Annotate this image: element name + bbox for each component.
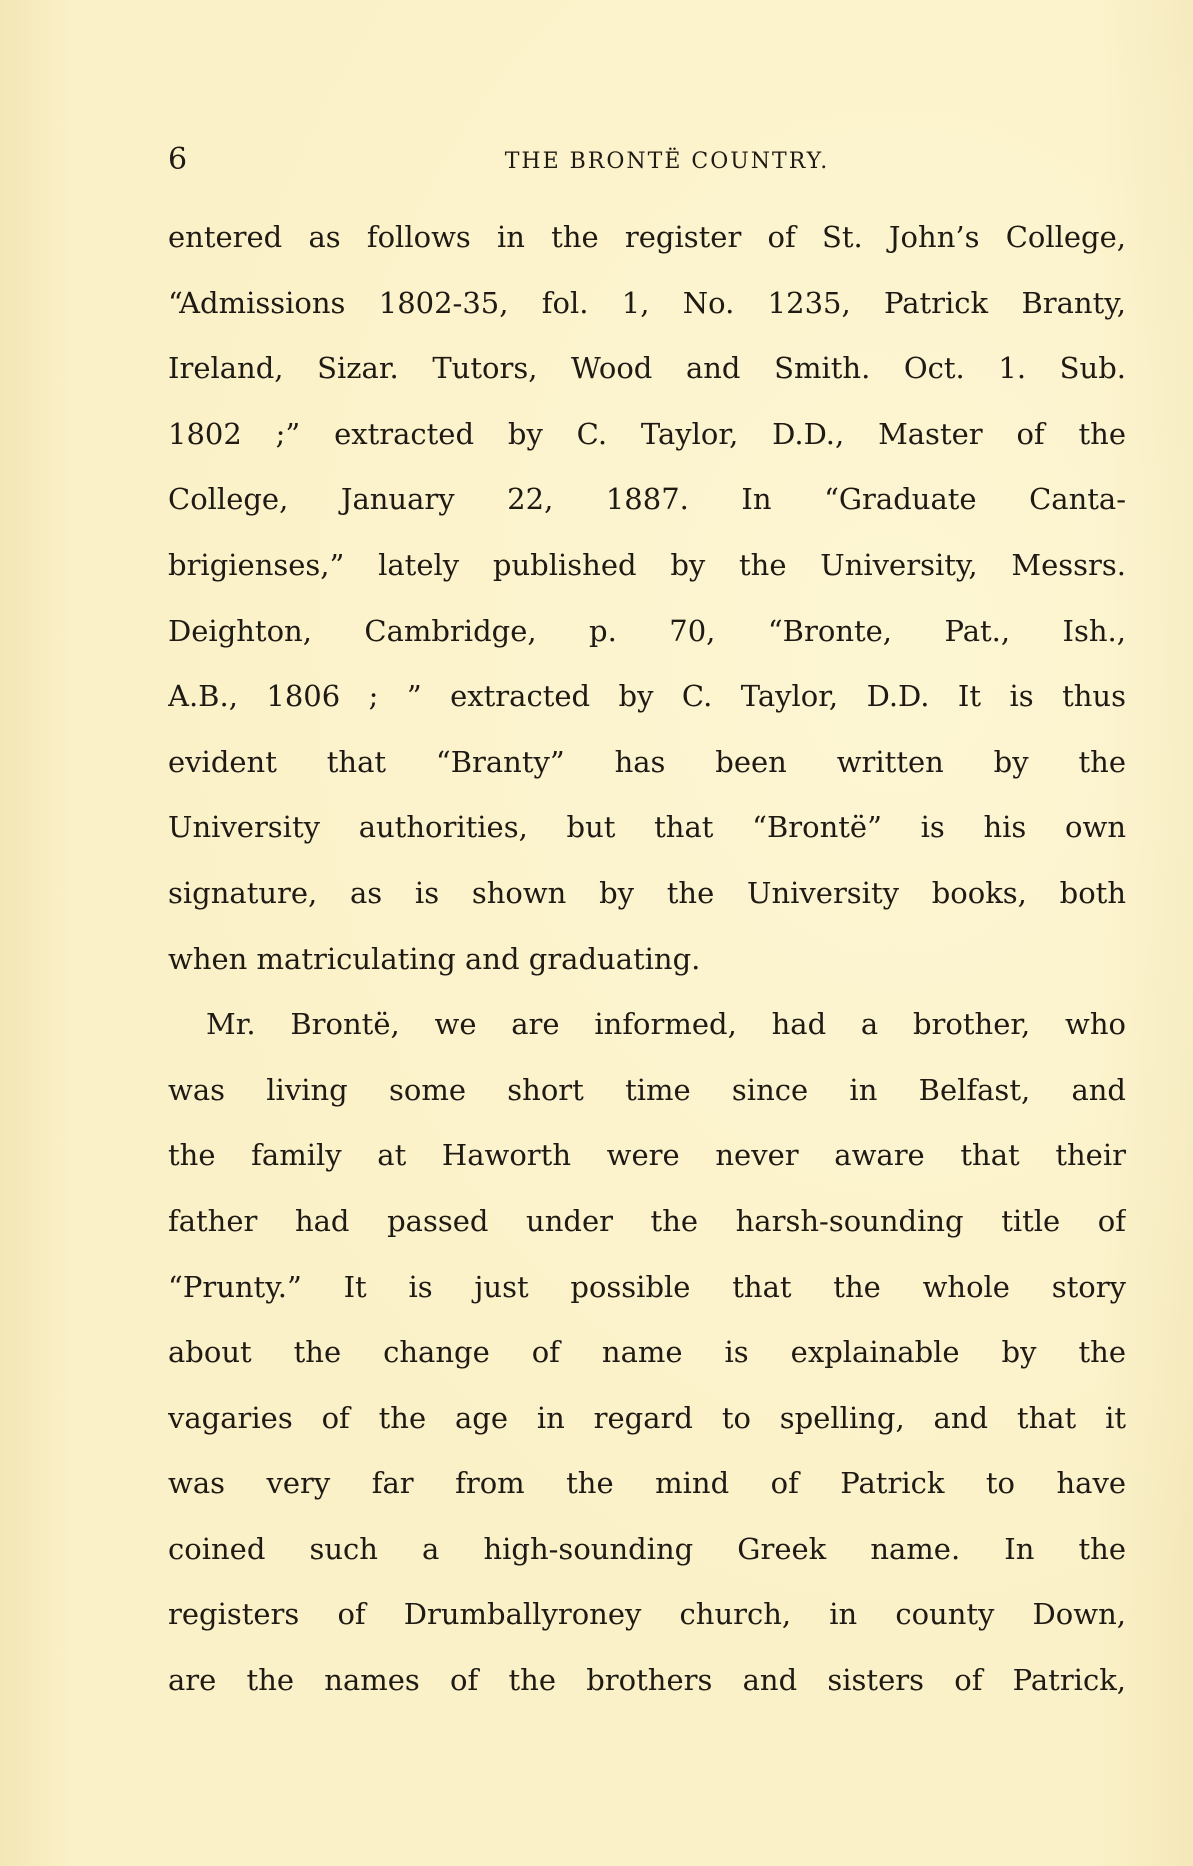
text-line: “Prunty.” It is just possible that the whole story [168,1269,1126,1304]
paragraph-end-line: when matriculating and graduating. [168,941,701,976]
text-line: coined such a high-sounding Greek name. In the [168,1531,1126,1566]
text-line: vagaries of the age in regard to spelling, and that it [168,1400,1126,1435]
text-line: the family at Haworth were never aware that their [168,1138,1126,1173]
text-line: “Admissions 1802-35, fol. 1, No. 1235, Patrick Branty, [168,285,1126,320]
text-line: are the names of the brothers and sisters of Patrick, [168,1663,1126,1698]
text-line: was very far from the mind of Patrick to have [168,1466,1126,1501]
text-line: A.B., 1806 ; ” extracted by C. Taylor, D.D. It is thus [168,679,1126,714]
text-line: signature, as is shown by the University books, both [168,875,1126,910]
text-line: 1802 ;” extracted by C. Taylor, D.D., Master of the [168,416,1126,451]
page-number: 6 [168,142,188,177]
text-line: Deighton, Cambridge, p. 70, “Bronte, Pat., Ish., [168,613,1126,648]
text-line: was living some short time since in Belfast, and [168,1072,1126,1107]
text-line: registers of Drumballyroney church, in county Down, [168,1597,1126,1632]
text-line: entered as follows in the register of St. John’s College, [168,220,1126,254]
running-title: THE BRONTË COUNTRY. [504,149,830,174]
text-line: evident that “Branty” has been written by the [168,744,1126,779]
text-line: about the change of name is explainable by the [168,1335,1126,1370]
body-text [168,205,1126,1765]
text-line: College, January 22, 1887. In “Graduate Canta- [168,482,1126,517]
text-line: Ireland, Sizar. Tutors, Wood and Smith. Oct. 1. Sub. [168,351,1126,386]
text-line: University authorities, but that “Brontë” is his own [168,810,1126,845]
text-line: brigienses,” lately published by the University, Messrs. [168,547,1126,582]
paragraph-start-line: Mr. Brontë, we are informed, had a brother, who [206,1007,1126,1042]
running-head [168,140,1126,180]
text-line: father had passed under the harsh-sounding title of [168,1203,1126,1238]
